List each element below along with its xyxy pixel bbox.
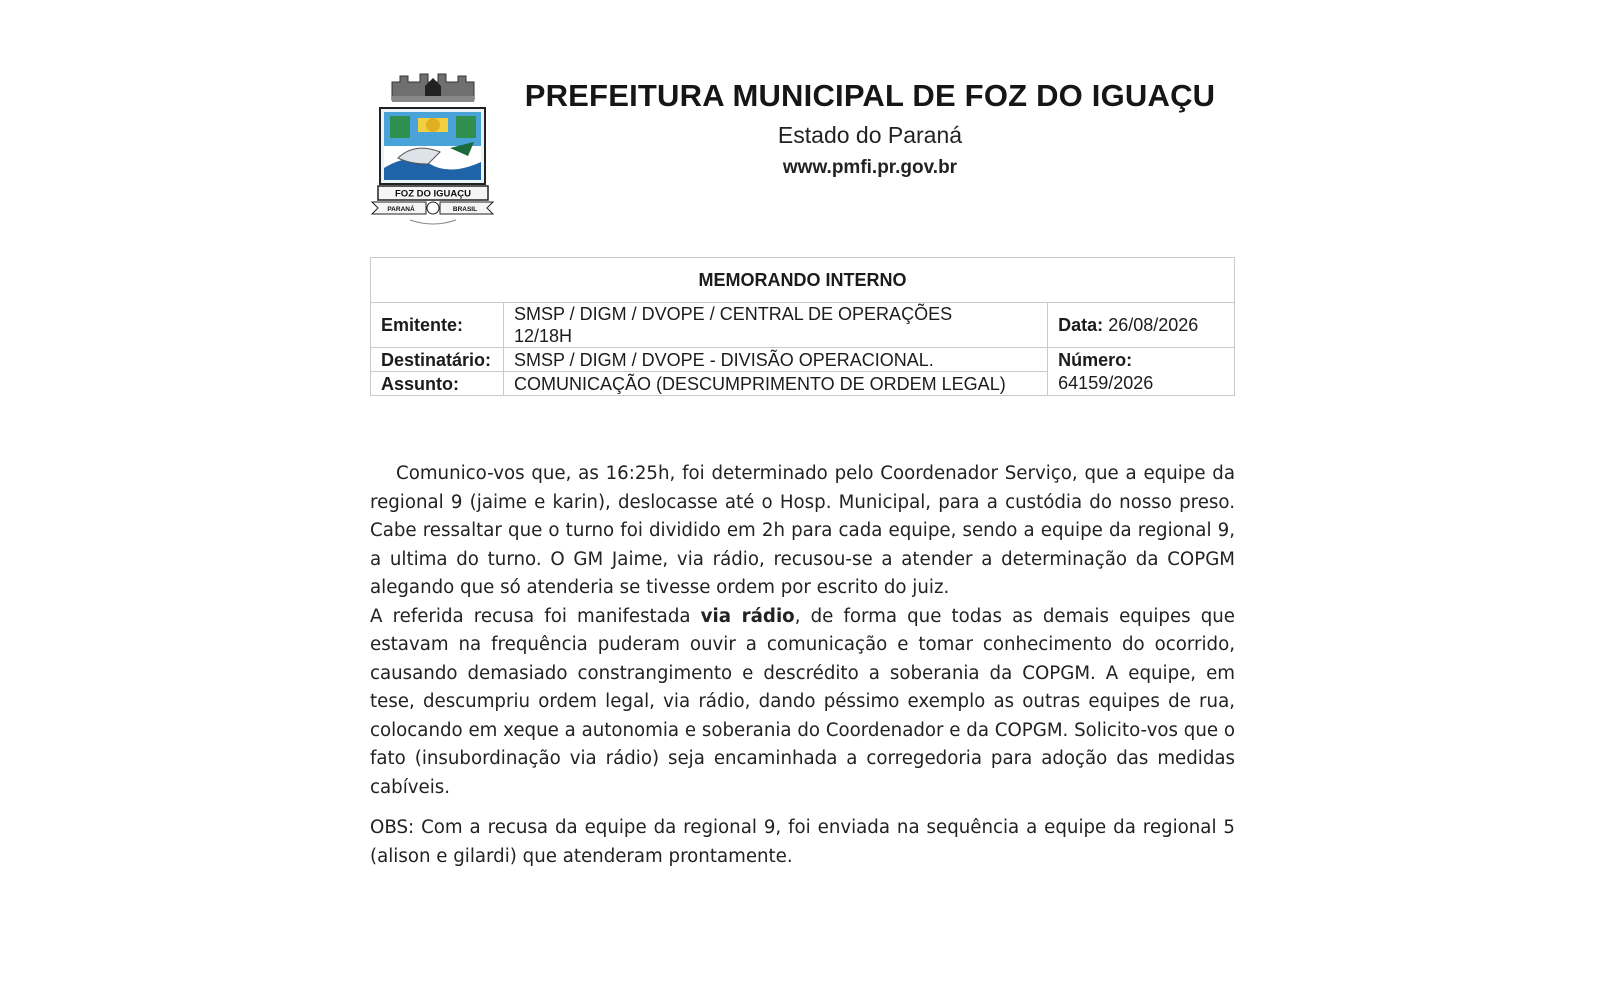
memo-header-table xyxy=(370,257,1235,396)
emitente-line-1: SMSP / DIGM / DVOPE / CENTRAL DE OPERAÇÕES xyxy=(513,304,953,324)
memo-title: MEMORANDO INTERNO xyxy=(371,258,1235,303)
numero-label: Número: xyxy=(1048,348,1235,372)
body-obs: OBS: Com a recusa da equipe da regional 9, foi enviada na sequência a equipe da regional 5 (alison e gilardi) que atenderam prontamente. xyxy=(370,817,1235,867)
header-website: www.pmfi.pr.gov.br xyxy=(782,157,958,178)
assunto-label: Assunto: xyxy=(371,372,504,396)
memo-body xyxy=(370,460,1235,871)
svg-text:FOZ DO IGUAÇU: FOZ DO IGUAÇU xyxy=(395,188,471,200)
numero-value: 64159/2026 xyxy=(1048,372,1235,396)
body-emphasis-via-radio: via rádio xyxy=(700,605,795,627)
data-cell xyxy=(1048,303,1235,348)
header-state: Estado do Paraná xyxy=(777,122,963,148)
svg-text:PARANÁ: PARANÁ xyxy=(387,206,415,213)
body-paragraph-2-end: , de forma que todas as demais equipes que estavam na frequência puderam ouvir a comunicação e tomar conhecimento do ocorrido, causando demasiado constrangimento e descrédito a soberania da COPGM. A equipe, em tese, descumpriu ordem legal, via rádio, dando péssimo exemplo as outras equipes de rua, colocando em xeque a autonomia e soberania do Coordenador e da COPGM. Solicito-vos que o fato (insubordinação via rádio) seja encaminhada a corregedoria para adoção das medidas cabíveis. xyxy=(370,605,1235,798)
destinatario-value: SMSP / DIGM / DVOPE - DIVISÃO OPERACIONAL. xyxy=(503,348,1047,372)
body-paragraph-1-text: Comunico-vos que, as 16:25h, foi determinado pelo Coordenador Serviço, que a equipe da regional 9 (jaime e karin), deslocasse até o Hosp. Municipal, para a custódia do nosso preso. Cabe ressaltar que o turno foi dividido em 2h para cada equipe, sendo a equipe da regional 9, a ultima do turno. O GM Jaime, via rádio, recusou-se a atender a determinação da COPGM alegando que só atenderia se tivesse ordem por escrito do juiz. xyxy=(370,463,1235,598)
body-paragraph-2 xyxy=(370,603,1235,803)
emitente-value xyxy=(503,303,1047,348)
svg-text:BRASIL: BRASIL xyxy=(452,206,478,213)
body-paragraph-2-start: A referida recusa foi manifestada xyxy=(370,605,701,627)
body-paragraph-1 xyxy=(370,460,1235,603)
data-label: Data: xyxy=(1058,314,1104,335)
header-title: PREFEITURA MUNICIPAL DE FOZ DO IGUAÇU xyxy=(524,78,1216,113)
destinatario-label: Destinatário: xyxy=(371,348,504,372)
emitente-label: Emitente: xyxy=(371,303,504,348)
emitente-line-2: 12/18H xyxy=(513,326,573,346)
assunto-value: COMUNICAÇÃO (DESCUMPRIMENTO DE ORDEM LEGAL) xyxy=(503,372,1047,396)
municipal-crest-logo xyxy=(370,72,495,230)
data-value: 26/08/2026 xyxy=(1108,314,1199,335)
